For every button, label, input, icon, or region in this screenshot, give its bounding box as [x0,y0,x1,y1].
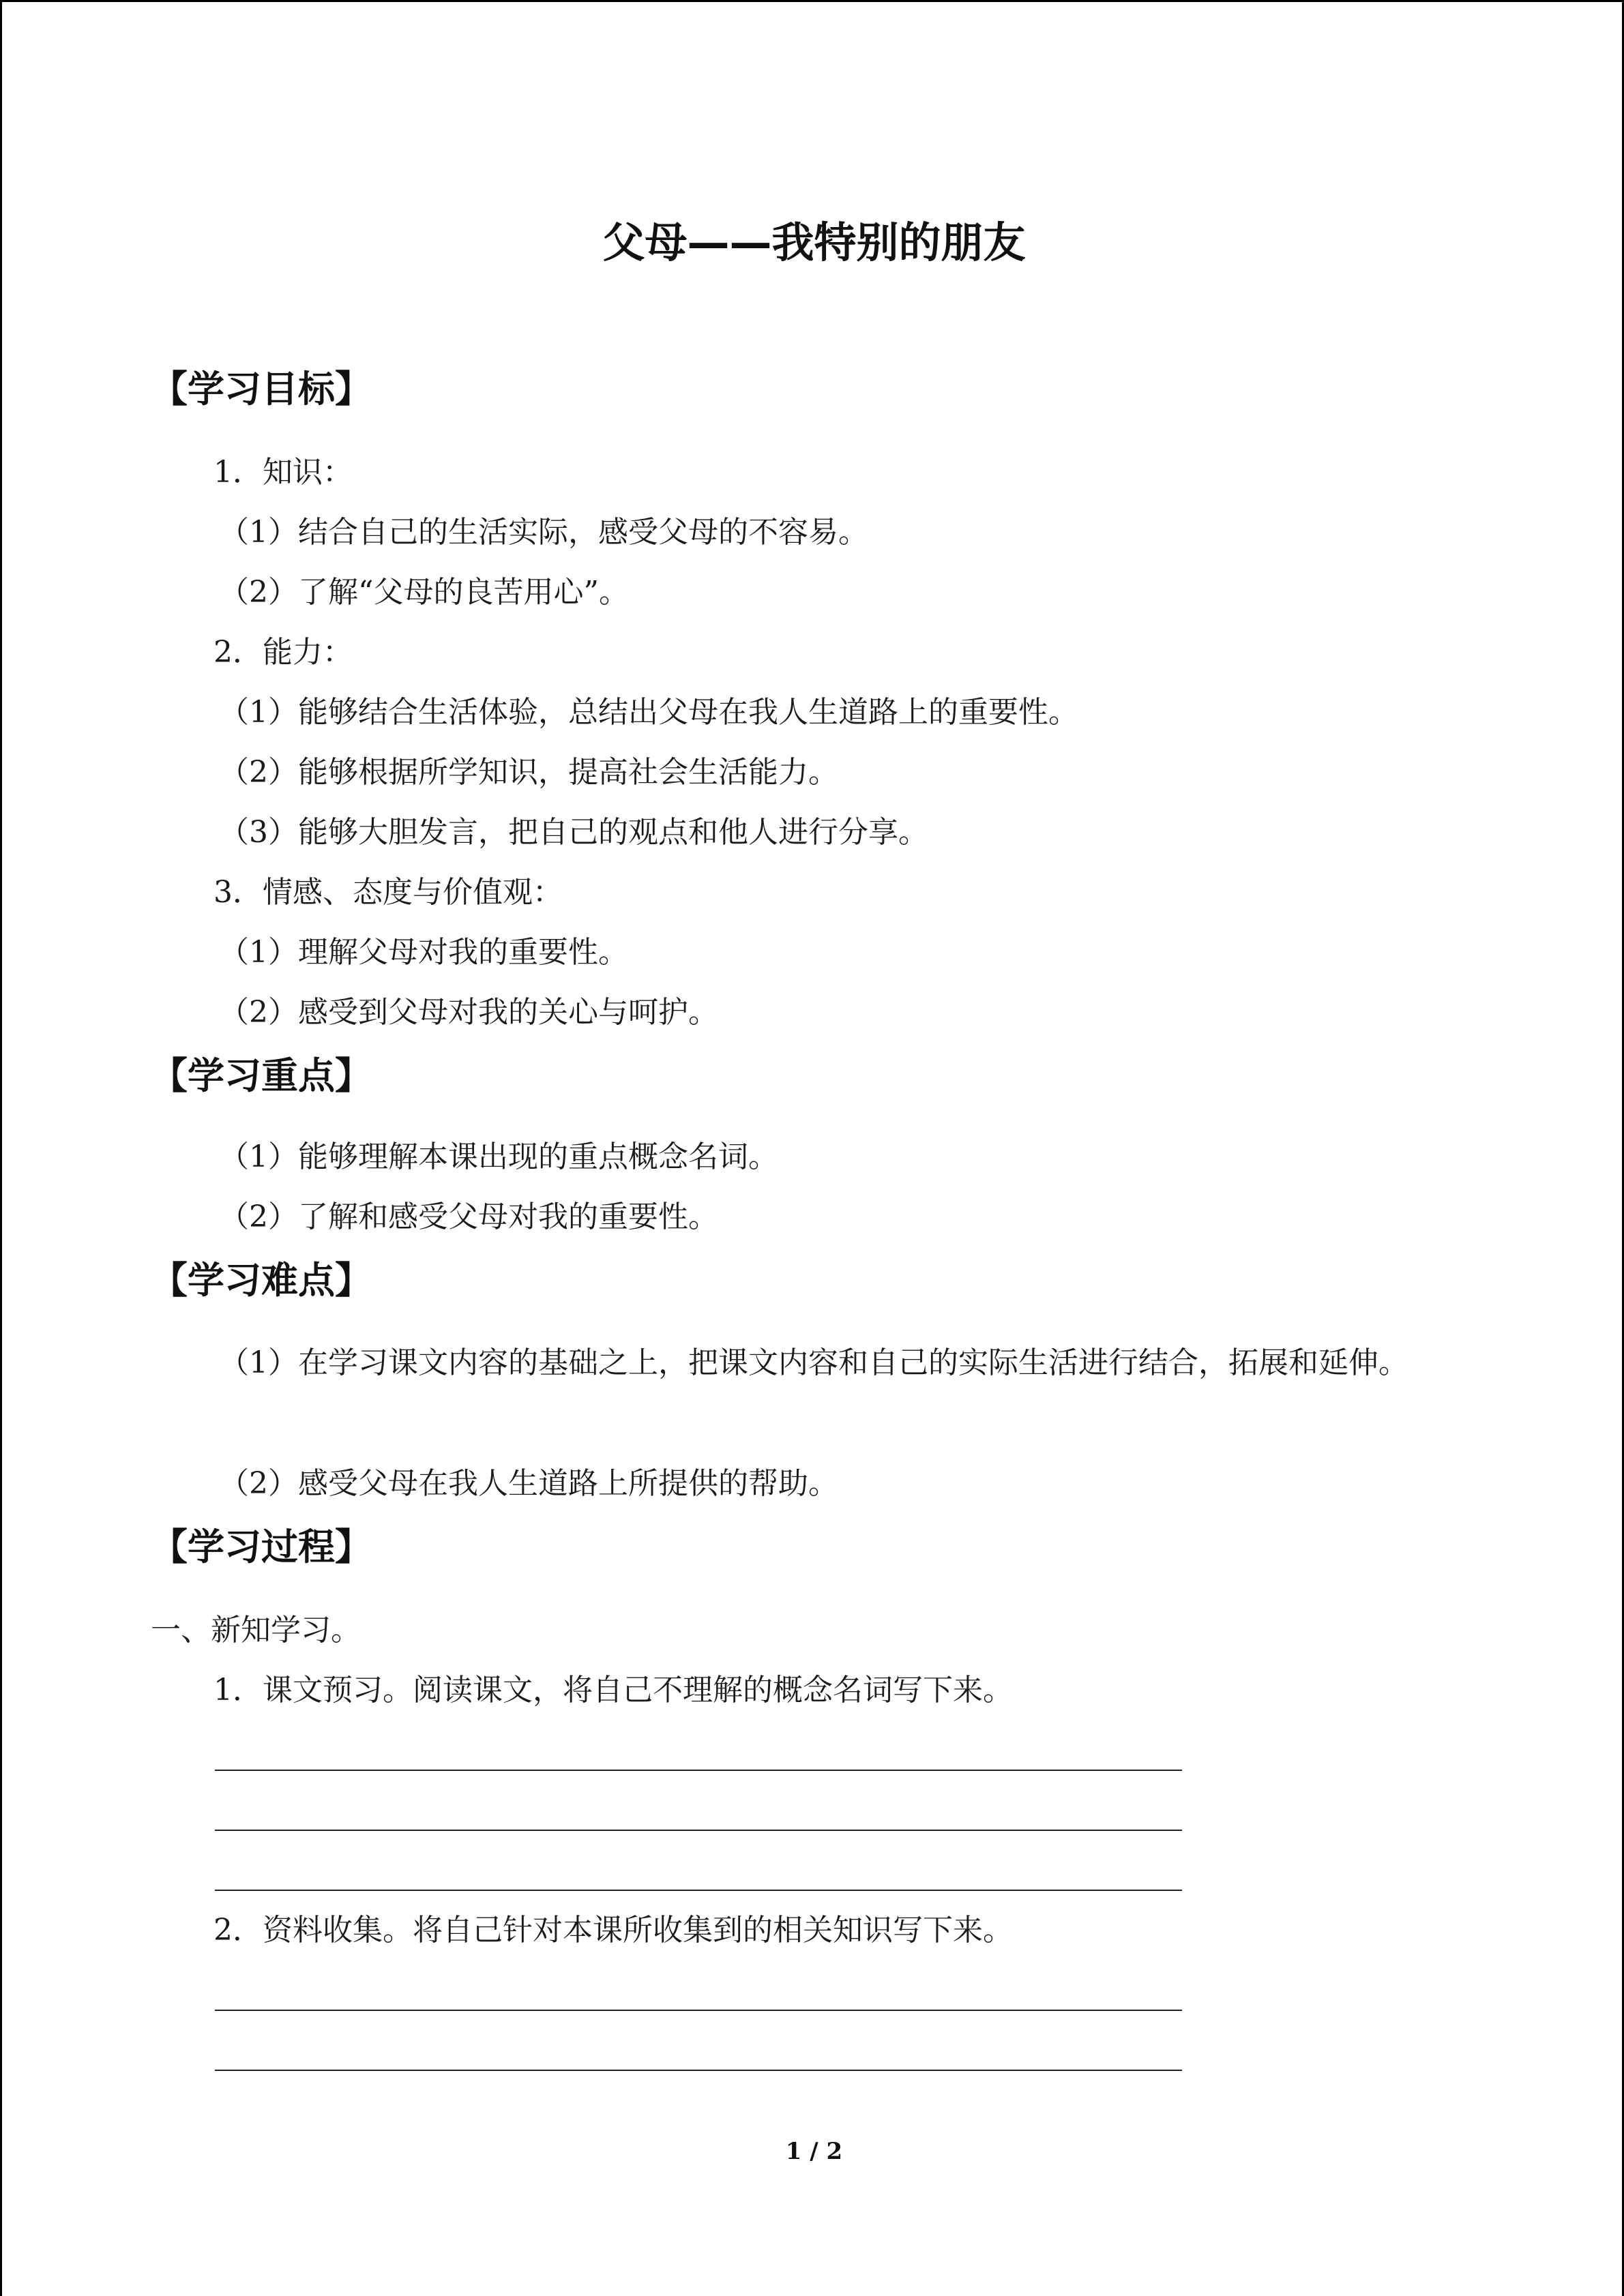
key-point-line: （1）能够理解本课出现的重点概念名词。 [219,1139,778,1174]
objective-line: （1）理解父母对我的重要性。 [219,935,628,970]
process-part-heading: 一、新知学习。 [151,1613,361,1648]
objective-line: （2）能够根据所学知识，提高社会生活能力。 [219,755,838,790]
process-task: 1．课文预习。阅读课文，将自己不理解的概念名词写下来。 [213,1673,1013,1708]
objective-line: （2）了解“父母的良苦用心”。 [219,575,629,610]
page-number: 1 / 2 [785,2138,843,2165]
section-heading-process: 【学习过程】 [151,1525,372,1568]
answer-blank-line[interactable] [215,1770,1182,1771]
objective-line: （1）结合自己的生活实际，感受父母的不容易。 [219,515,868,550]
answer-blank-line[interactable] [215,2010,1182,2011]
objective-line: （2）感受到父母对我的关心与呵护。 [219,995,718,1030]
answer-blank-line[interactable] [215,1890,1182,1891]
objective-line: 1．知识： [213,455,353,490]
objective-line: （3）能够大胆发言，把自己的观点和他人进行分享。 [219,815,928,850]
answer-blank-line[interactable] [215,2070,1182,2071]
section-heading-objectives: 【学习目标】 [151,368,372,411]
section-heading-difficulties: 【学习难点】 [151,1259,372,1302]
objective-line: （1）能够结合生活体验，总结出父母在我人生道路上的重要性。 [219,695,1078,730]
page-title: 父母——我特别的朋友 [602,218,1026,267]
process-task: 2．资料收集。将自己针对本课所收集到的相关知识写下来。 [213,1913,1013,1948]
answer-blank-line[interactable] [215,1830,1182,1831]
objective-line: 2．能力： [213,635,353,670]
difficulty-paragraph: （1）在学习课文内容的基础之上，把课文内容和自己的实际生活进行结合，拓展和延伸。 [219,1345,1408,1380]
section-heading-key-points: 【学习重点】 [151,1054,372,1097]
objective-line: 3．情感、态度与价值观： [213,875,563,910]
key-point-line: （2）了解和感受父母对我的重要性。 [219,1199,718,1234]
difficulty-line: （2）感受父母在我人生道路上所提供的帮助。 [219,1466,838,1501]
